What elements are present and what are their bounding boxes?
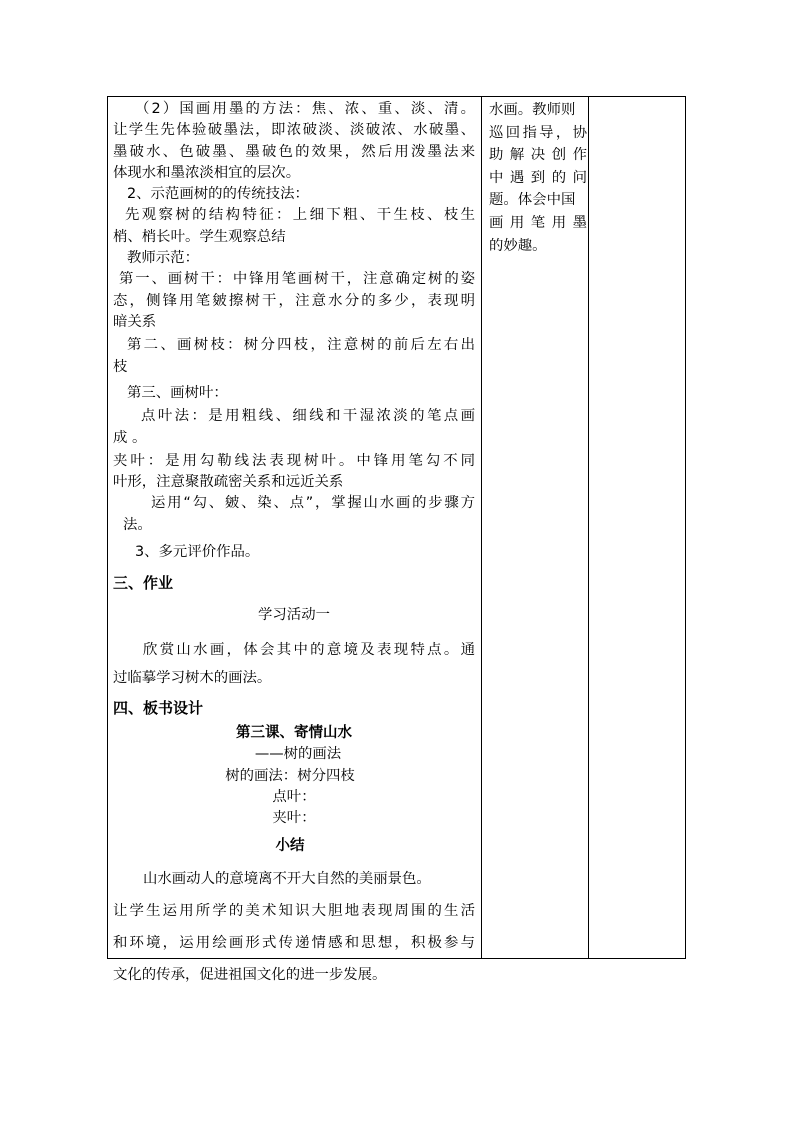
board-subtitle: ——树的画法 [254,746,342,763]
ink-method-text: 体现水和墨浓淡相宜的层次。 [113,164,301,181]
activity-text: 水画。教师则 [489,102,576,118]
section-homework-title: 三、作业 [113,574,174,593]
step-trunk-text: 态，侧锋用笔皴擦树干，注意水分的多少，表现明 [113,292,475,309]
dot-leaf-text: 点叶法：是用粗线、细线和干湿浓淡的笔点画 [141,408,475,425]
ink-method-text: （2）国画用墨的方法：焦、浓、重、淡、清。 [135,101,475,117]
board-line: 夹叶： [272,810,316,827]
board-line: 树的画法：树分四枝 [225,767,355,784]
ink-method-text: 墨破水、色破墨、墨破色的效果，然后用泼墨法来 [113,143,475,160]
apply-method-text: 法。 [123,516,152,533]
step-trunk-text: 暗关系 [113,313,157,330]
section-board-title: 四、板书设计 [113,698,204,717]
homework-text: 欣赏山水画，体会其中的意境及表现特点。通 [143,641,475,658]
jia-leaf-text: 夹叶：是用勾勒线法表现树叶。中锋用笔勾不同 [113,452,475,469]
step-branch-text: 枝 [113,358,128,375]
activity-text: 的妙趣。 [489,237,547,254]
board-line: 点叶： [272,789,316,806]
summary-title: 小结 [275,837,305,854]
activity-text: 中遇到的问 [489,169,587,186]
activity-text: 题。体会中国 [489,192,576,209]
summary-text: 山水画动人的意境离不开大自然的美丽景色。 [143,870,431,887]
summary-block [113,863,475,991]
activity-text: 巡回指导，协 [489,124,587,141]
jia-leaf-text: 叶形，注意聚散疏密关系和远近关系 [113,474,344,491]
board-design [113,723,475,829]
student-activity-cell [489,99,587,257]
step3-text: 3、多元评价作品。 [135,543,260,560]
observe-text: 梢、梢长叶。学生观察总结 [113,228,286,245]
homework-text: 过临摹学习树木的画法。 [113,669,272,686]
notes-cell [589,97,685,958]
summary-text: 文化的传承，促进祖国文化的进一步发展。 [113,966,387,983]
dot-leaf-text: 成 。 [113,430,147,447]
step-leaf-label: 第三、画树叶： [127,384,228,401]
activity-title: 学习活动一 [258,606,330,623]
step-branch-text: 第二、画树枝：树分四枝，注意树的前后左右出 [127,337,475,354]
teacher-demo-label: 教师示范： [127,250,199,267]
summary-text: 和环境，运用绘画形式传递情感和思想，积极参与 [113,934,475,951]
activity-text: 画用笔用墨 [489,214,587,231]
lesson-table [107,96,686,983]
step2-heading: 2、示范画树的的传统技法： [127,186,309,203]
activity-text: 助解决创作 [489,147,587,164]
board-lesson-title: 第三课、寄情山水 [236,725,352,742]
column-divider [481,97,482,958]
ink-method-text: 让学生先体验破墨法，即浓破淡、淡破浓、水破墨、 [113,122,475,139]
step-trunk-text: 第一、画树干：中锋用笔画树干，注意确定树的姿 [119,271,475,288]
observe-text: 先观察树的结构特征：上细下粗、干生枝、枝生 [125,207,475,224]
apply-method-text: 运用“勾、皴、染、点”，掌握山水画的步骤方 [151,495,475,512]
teaching-process-cell [113,99,475,991]
summary-text: 让学生运用所学的美术知识大胆地表现周围的生活 [113,902,475,919]
